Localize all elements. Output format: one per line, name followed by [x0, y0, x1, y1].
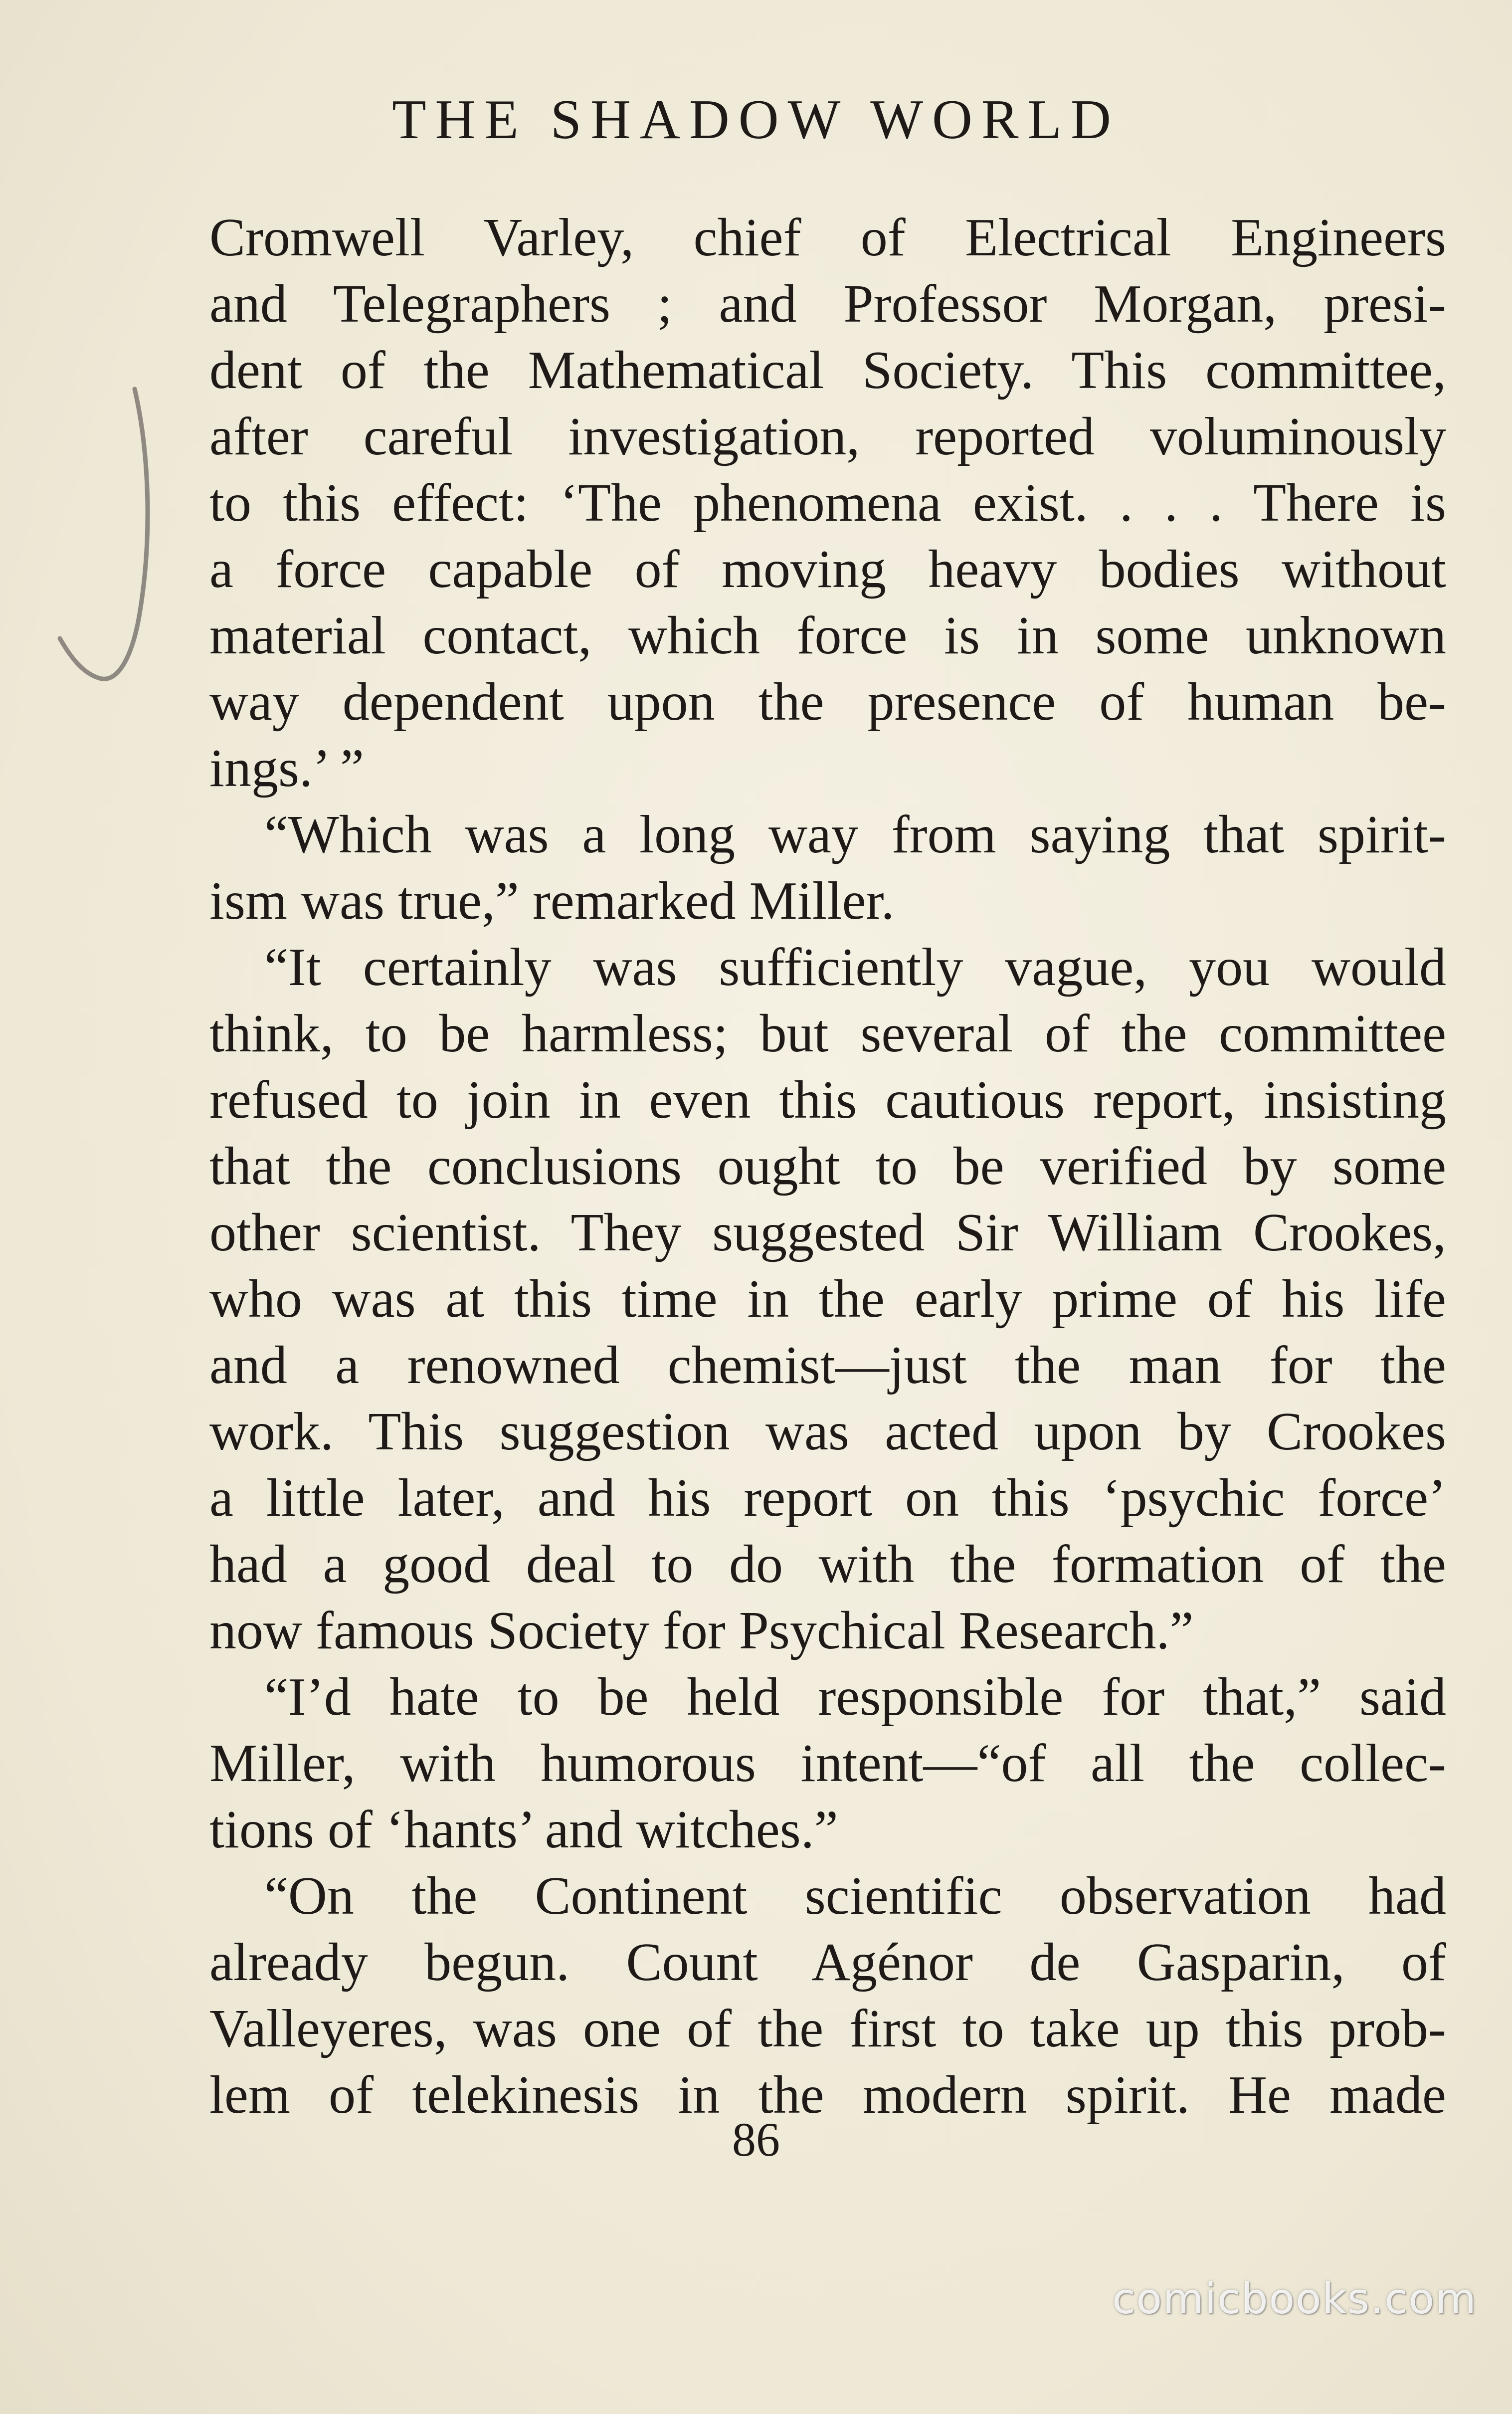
page-number: 86 — [732, 2113, 780, 2166]
text-line: after careful investigation, reported voluminously — [209, 407, 1446, 466]
text-line: and Telegraphers ; and Professor Morgan, presi- — [209, 274, 1446, 334]
text-line: and a renowned chemist—just the man for the — [209, 1336, 1446, 1395]
running-head: THE SHADOW WORLD — [392, 89, 1120, 151]
text-line: work. This suggestion was acted upon by Crookes — [209, 1402, 1446, 1461]
body-text — [209, 204, 1446, 2128]
text-line: Valleyeres, was one of the first to take up this prob- — [209, 1999, 1446, 2058]
text-line: ism was true,” remarked Miller. — [209, 871, 895, 931]
pencil-check-mark — [30, 379, 160, 698]
text-line: way dependent upon the presence of human be- — [209, 672, 1446, 732]
text-line: to this effect: ‘The phenomena exist. . . . There is — [209, 473, 1446, 533]
text-line: tions of ‘hants’ and witches.” — [209, 1800, 838, 1859]
text-line: now famous Society for Psychical Research.” — [209, 1601, 1194, 1660]
text-line: ings.’ ” — [209, 739, 364, 798]
text-line: a force capable of moving heavy bodies without — [209, 540, 1446, 599]
text-line: already begun. Count Agénor de Gasparin, of — [209, 1933, 1446, 1992]
watermark: comicbooks.com — [1112, 2274, 1477, 2323]
text-line: had a good deal to do with the formation of the — [209, 1535, 1446, 1594]
text-line: material contact, which force is in some unknown — [209, 606, 1446, 665]
text-line: who was at this time in the early prime of his life — [209, 1269, 1446, 1329]
text-line: “I’d hate to be held responsible for that,” said — [264, 1667, 1446, 1727]
text-line: a little later, and his report on this ‘psychic force’ — [209, 1468, 1446, 1528]
text-line: that the conclusions ought to be verified by some — [209, 1137, 1446, 1196]
text-line: “On the Continent scientific observation had — [264, 1866, 1446, 1926]
text-line: “It certainly was sufficiently vague, you would — [264, 938, 1446, 997]
text-line: dent of the Mathematical Society. This committee, — [209, 341, 1446, 400]
text-line: Cromwell Varley, chief of Electrical Engineers — [209, 208, 1446, 267]
text-line: refused to join in even this cautious report, insisting — [209, 1070, 1446, 1130]
text-line: other scientist. They suggested Sir William Crookes, — [209, 1203, 1446, 1262]
text-line: think, to be harmless; but several of the committee — [209, 1004, 1446, 1063]
text-line: Miller, with humorous intent—“of all the collec- — [209, 1734, 1446, 1793]
text-line: “Which was a long way from saying that spirit- — [264, 805, 1446, 864]
text-line: lem of telekinesis in the modern spirit. He made — [209, 2065, 1446, 2125]
